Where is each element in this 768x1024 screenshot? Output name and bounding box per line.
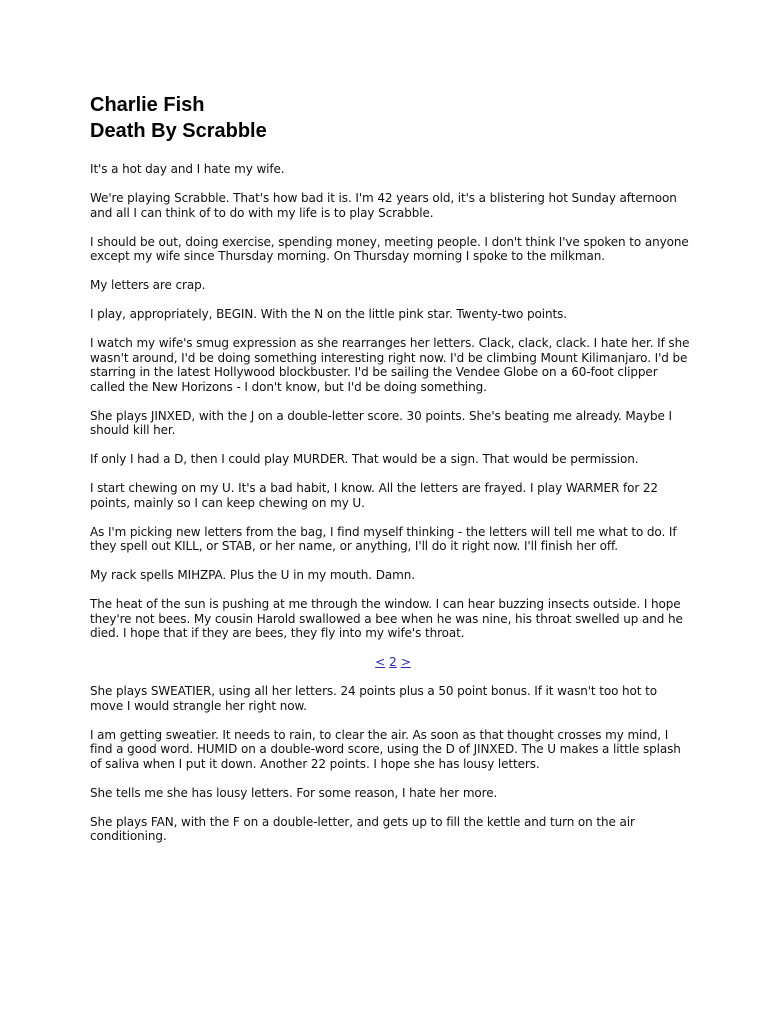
document-page <box>90 92 690 858</box>
story-title: Death By Scrabble <box>90 120 267 142</box>
page-navigation <box>90 655 690 670</box>
author-name: Charlie Fish <box>90 94 205 116</box>
paragraph: I start chewing on my U. It's a bad habit, I know. All the letters are frayed. I play WARMER for 22 points, mainly so I can keep chewing on my U. <box>90 481 658 510</box>
prev-page-link[interactable]: < <box>375 655 386 669</box>
paragraph: If only I had a D, then I could play MURDER. That would be a sign. That would be permission. <box>90 452 639 466</box>
paragraph: We're playing Scrabble. That's how bad it is. I'm 42 years old, it's a blistering hot Sunday afternoon and all I can think of to do with my life is to play Scrabble. <box>90 191 677 220</box>
paragraph: My letters are crap. <box>90 278 206 292</box>
paragraph: She plays FAN, with the F on a double-letter, and gets up to fill the kettle and turn on the air conditioning. <box>90 814 635 843</box>
next-page-link[interactable]: > <box>400 655 411 669</box>
paragraph: I should be out, doing exercise, spending money, meeting people. I don't think I've spoken to anyone except my wife since Thursday morning. On Thursday morning I spoke to the milkman. <box>90 234 689 263</box>
paragraph: I play, appropriately, BEGIN. With the N on the little pink star. Twenty-two points. <box>90 307 567 321</box>
paragraph: As I'm picking new letters from the bag, I find myself thinking - the letters will tell me what to do. If they spell out KILL, or STAB, or her name, or anything, I'll do it right now. I'll finish her off. <box>90 524 677 553</box>
paragraph: I watch my wife's smug expression as she rearranges her letters. Clack, clack, clack. I hate her. If she wasn't around, I'd be doing something interesting right now. I'd be climbing Mount Kilimanjaro. I'd be starring in the latest Hollywood blockbuster. I'd be sailing the Vendee Globe on a 60-foot clipper called the New Horizons - I don't know, but I'd be doing something. <box>90 336 690 394</box>
paragraph: My rack spells MIHZPA. Plus the U in my mouth. Damn. <box>90 568 415 582</box>
paragraph: She plays JINXED, with the J on a double-letter score. 30 points. She's beating me already. Maybe I should kill her. <box>90 408 672 437</box>
document-heading <box>90 92 690 144</box>
paragraph: The heat of the sun is pushing at me through the window. I can hear buzzing insects outside. I hope they're not bees. My cousin Harold swallowed a bee when he was nine, his throat swelled up and he died. I hope that if they are bees, they fly into my wife's throat. <box>90 597 683 640</box>
paragraph: She tells me she has lousy letters. For some reason, I hate her more. <box>90 785 498 800</box>
story-body-part-1 <box>90 162 690 641</box>
paragraph: It's a hot day and I hate my wife. <box>90 162 285 176</box>
story-body-part-2 <box>90 684 690 844</box>
paragraph: I am getting sweatier. It needs to rain, to clear the air. As soon as that thought crosses my mind, I find a good word. HUMID on a double-word score, using the D of JINXED. The U makes a little splash of saliva when I put it down. Another 22 points. I hope she has lousy letters. <box>90 727 681 771</box>
current-page-link[interactable]: 2 <box>389 655 397 669</box>
paragraph: She plays SWEATIER, using all her letters. 24 points plus a 50 point bonus. If it wasn't too hot to move I would strangle her right now. <box>90 684 657 713</box>
